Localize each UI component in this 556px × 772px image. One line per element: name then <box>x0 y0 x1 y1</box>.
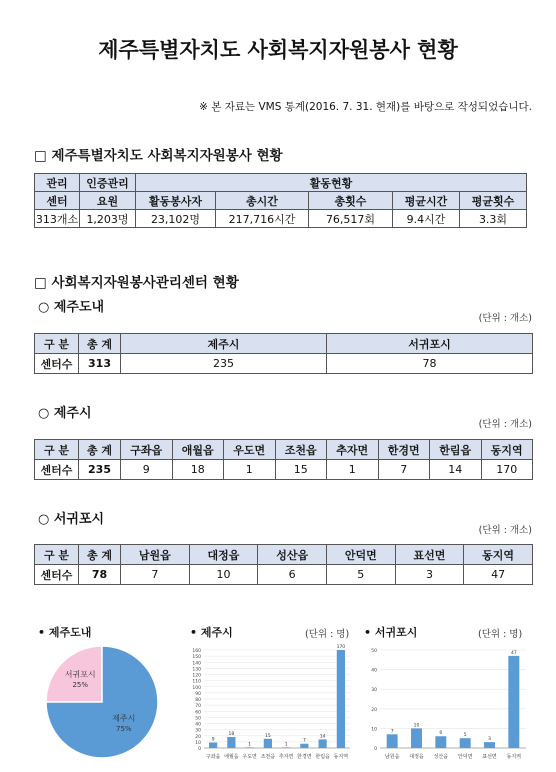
y-tick-label: 30 <box>371 688 377 694</box>
table-cell: 9.4시간 <box>393 210 460 228</box>
col-header: 대정읍 <box>189 545 258 565</box>
unit-label: (단위 : 개소) <box>478 525 532 536</box>
col-header: 동지역 <box>481 440 533 460</box>
col-header: 활동봉사자 <box>136 192 216 210</box>
table-cell: 217,716시간 <box>216 210 309 228</box>
col-header: 조천읍 <box>275 440 327 460</box>
x-tick-label: 한림읍 <box>315 754 330 760</box>
y-tick-label: 120 <box>192 673 201 679</box>
y-tick-label: 140 <box>192 661 201 667</box>
x-tick-label: 성산읍 <box>433 754 449 760</box>
bar <box>246 747 254 748</box>
table-cell: 9 <box>121 460 173 480</box>
bar <box>282 747 290 748</box>
table-cell: 235 <box>121 354 327 374</box>
col-header: 서귀포시 <box>327 334 533 354</box>
header-activity: 활동현황 <box>136 174 527 192</box>
col-header: 총시간 <box>216 192 309 210</box>
section2-heading: □ 사회복지자원봉사관리센터 현황 <box>34 275 239 291</box>
bar-value-label: 6 <box>439 731 443 737</box>
y-tick-label: 40 <box>371 668 377 674</box>
x-tick-label: 추자면 <box>278 754 294 760</box>
table-cell: 78 <box>327 354 533 374</box>
bar-value-label: 170 <box>336 645 346 650</box>
table-cell: 76,517회 <box>309 210 393 228</box>
table-cell: 14 <box>430 460 482 480</box>
col-header: 제주시 <box>121 334 327 354</box>
col-header: 표선면 <box>395 545 464 565</box>
pie-label: 서귀포시 <box>64 670 96 680</box>
x-tick-label: 대정읍 <box>409 754 424 760</box>
pie-label-percent: 25% <box>72 681 89 690</box>
row-label: 센터수 <box>35 460 79 480</box>
jeju-si-chart-title: • 제주시 <box>190 626 233 639</box>
y-tick-label: 160 <box>192 649 201 654</box>
header-total: 총 계 <box>79 545 121 565</box>
col-header: 애월읍 <box>172 440 224 460</box>
bar-value-label: 1 <box>284 742 288 748</box>
total-cell: 78 <box>79 565 121 585</box>
unit-label: (단위 : 개소) <box>478 313 532 324</box>
bar <box>508 656 519 748</box>
y-tick-label: 60 <box>195 710 201 716</box>
x-tick-label: 우도면 <box>242 754 257 760</box>
jeju-do-table <box>34 333 533 374</box>
table-cell: 1,203명 <box>80 210 136 228</box>
col-header: 우도면 <box>224 440 276 460</box>
seogwipo-table <box>34 544 533 585</box>
header-gubun: 구 분 <box>35 545 79 565</box>
y-tick-label: 110 <box>192 679 201 685</box>
header-center: 관리 <box>35 174 80 192</box>
jeju-si-bar-chart <box>184 642 356 768</box>
y-tick-label: 0 <box>374 747 377 752</box>
bar <box>484 742 495 748</box>
row-label: 센터수 <box>35 565 79 585</box>
table-cell: 18 <box>172 460 224 480</box>
y-tick-label: 40 <box>195 722 201 728</box>
col-header: 안덕면 <box>326 545 395 565</box>
bar-value-label: 7 <box>390 729 394 735</box>
table-cell: 47 <box>464 565 533 585</box>
bar-value-label: 7 <box>302 738 306 744</box>
bar-value-label: 10 <box>413 723 420 729</box>
jeju-si-table <box>34 439 533 480</box>
seogwipo-chart-unit: (단위 : 명) <box>478 629 523 640</box>
table-cell: 3.3회 <box>460 210 527 228</box>
table-cell: 15 <box>275 460 327 480</box>
table-cell: 5 <box>326 565 395 585</box>
volunteer-summary-table <box>34 173 527 228</box>
table-cell: 23,102명 <box>136 210 216 228</box>
unit-label: (단위 : 개소) <box>478 419 532 430</box>
y-tick-label: 20 <box>371 707 377 713</box>
header-cert-2: 요원 <box>80 192 136 210</box>
header-total: 총 계 <box>79 440 121 460</box>
header-gubun: 구 분 <box>35 440 79 460</box>
bar <box>264 739 272 748</box>
y-tick-label: 100 <box>192 685 201 691</box>
table-cell: 10 <box>189 565 258 585</box>
pie-chart-title: • 제주도내 <box>38 626 92 639</box>
row-label: 센터수 <box>35 354 79 374</box>
col-header: 동지역 <box>464 545 533 565</box>
table-cell: 7 <box>378 460 430 480</box>
y-tick-label: 70 <box>195 704 201 710</box>
table-cell: 6 <box>258 565 327 585</box>
y-tick-label: 10 <box>371 727 377 733</box>
header-center-2: 센터 <box>35 192 80 210</box>
x-tick-label: 남원읍 <box>384 754 400 760</box>
x-tick-label: 조천읍 <box>260 754 276 760</box>
bar-value-label: 14 <box>319 734 326 740</box>
total-cell: 235 <box>79 460 121 480</box>
total-cell: 313 <box>79 354 121 374</box>
header-total: 총 계 <box>79 334 121 354</box>
col-header: 성산읍 <box>258 545 327 565</box>
table-cell: 170 <box>481 460 533 480</box>
bar-value-label: 15 <box>265 733 271 739</box>
table-cell: 7 <box>121 565 190 585</box>
pie-chart <box>40 640 170 765</box>
col-header: 한림읍 <box>430 440 482 460</box>
col-header: 추자면 <box>327 440 379 460</box>
y-tick-label: 30 <box>195 728 201 734</box>
table-cell: 313개소 <box>35 210 80 228</box>
jeju-si-chart-unit: (단위 : 명) <box>305 629 350 640</box>
source-note: ※ 본 자료는 VMS 통계(2016. 7. 31. 현재)를 바탕으로 작성되었습니다. <box>199 101 532 113</box>
y-tick-label: 50 <box>371 649 377 654</box>
header-gubun: 구 분 <box>35 334 79 354</box>
jeju-si-heading: ○ 제주시 <box>38 406 92 421</box>
x-tick-label: 애월읍 <box>224 754 239 760</box>
bar <box>460 738 471 748</box>
col-header: 구좌읍 <box>121 440 173 460</box>
col-header: 남원읍 <box>121 545 190 565</box>
y-tick-label: 0 <box>198 747 201 752</box>
bar-value-label: 9 <box>211 737 215 743</box>
col-header: 평균횟수 <box>460 192 527 210</box>
table-cell: 1 <box>327 460 379 480</box>
y-tick-label: 10 <box>195 740 201 746</box>
y-tick-label: 130 <box>192 667 201 673</box>
y-tick-label: 90 <box>195 691 201 697</box>
bar <box>300 744 308 748</box>
bar <box>227 737 235 748</box>
bar <box>337 650 345 748</box>
bar-value-label: 18 <box>228 731 235 737</box>
seogwipo-heading: ○ 서귀포시 <box>38 512 105 527</box>
bar <box>435 736 446 748</box>
bar-value-label: 3 <box>488 737 491 743</box>
seogwipo-bar-chart <box>360 642 532 768</box>
jeju-do-heading: ○ 제주도내 <box>38 300 105 315</box>
y-tick-label: 50 <box>195 716 201 722</box>
x-tick-label: 동지역 <box>506 754 522 760</box>
y-tick-label: 80 <box>195 698 201 703</box>
table-cell: 1 <box>224 460 276 480</box>
x-tick-label: 표선면 <box>482 754 497 760</box>
x-tick-label: 안덕면 <box>457 754 473 760</box>
page-title: 제주특별자치도 사회복지자원봉사 현황 <box>98 38 458 62</box>
col-header: 한경면 <box>378 440 430 460</box>
bar-value-label: 47 <box>510 650 517 656</box>
header-cert: 인증관리 <box>80 174 136 192</box>
bar-value-label: 5 <box>463 733 467 739</box>
seogwipo-chart-title: • 서귀포시 <box>364 626 418 639</box>
x-tick-label: 한경면 <box>297 754 312 760</box>
y-tick-label: 150 <box>192 655 201 661</box>
bar <box>387 734 398 748</box>
bar <box>209 742 217 748</box>
pie-label: 제주시 <box>112 713 136 723</box>
x-tick-label: 동지역 <box>333 754 349 760</box>
section1-heading: □ 제주특별자치도 사회복지자원봉사 현황 <box>34 148 283 164</box>
table-cell: 3 <box>395 565 464 585</box>
x-tick-label: 구좌읍 <box>205 754 221 760</box>
bar-value-label: 1 <box>248 742 252 748</box>
y-tick-label: 20 <box>195 734 201 740</box>
pie-label-percent: 75% <box>115 724 132 733</box>
bar <box>319 739 327 748</box>
col-header: 총횟수 <box>309 192 393 210</box>
bar <box>411 728 422 748</box>
col-header: 평균시간 <box>393 192 460 210</box>
